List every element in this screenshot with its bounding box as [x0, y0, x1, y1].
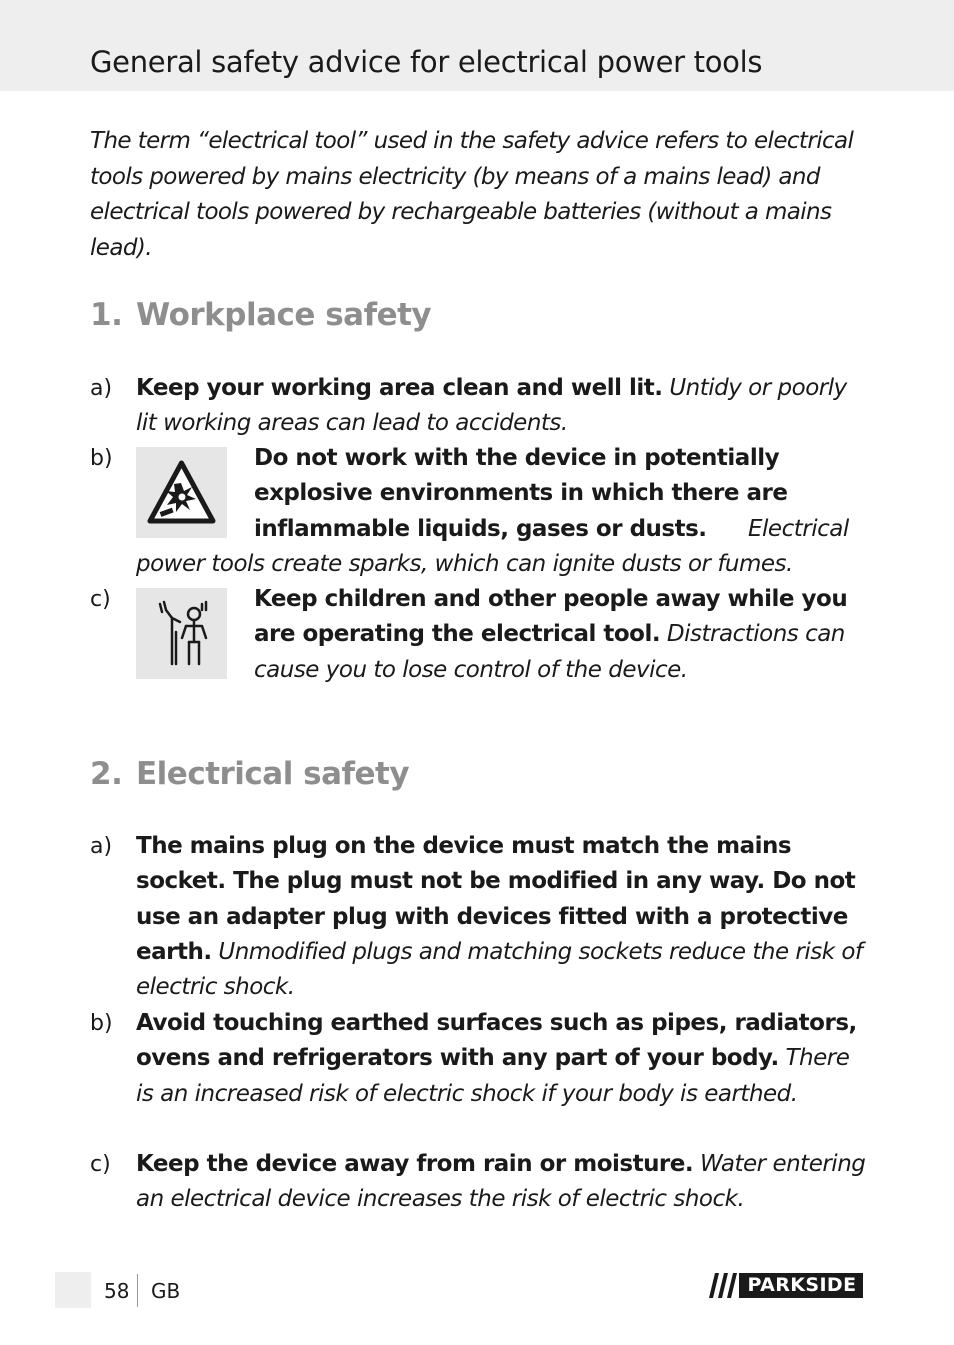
item-explanation-lead: Electrical [748, 516, 849, 542]
section-title: Electrical safety [136, 756, 410, 792]
item-letter: b) [90, 446, 113, 471]
item-explanation: Untidy or poorly lit working areas can lead to accidents. [136, 375, 847, 437]
section-title: Workplace safety [136, 297, 432, 333]
item-text [136, 829, 866, 1005]
item-letter: c) [90, 1152, 111, 1177]
item-letter: b) [90, 1011, 113, 1036]
item-text [254, 582, 866, 688]
section-number: 1. [90, 297, 123, 333]
brand-name: PARKSIDE [747, 1274, 857, 1296]
item-text [136, 1147, 866, 1218]
item-text [136, 371, 866, 442]
section-heading-workplace-safety [90, 295, 431, 335]
item-explanation: Water entering an electrical device increases the risk of electric shock. [136, 1151, 866, 1213]
item-explanation-rest: power tools create sparks, which can ignite dusts or fumes. [136, 551, 793, 577]
item-letter: a) [90, 834, 113, 859]
item-letter: c) [90, 587, 111, 612]
brand-stripes-icon [705, 1273, 739, 1298]
item-bold-text: Do not work with the device in potentially explosive environments in which there are inflammable liquids, gases or dusts. [254, 445, 788, 542]
item-text-continued [136, 512, 866, 547]
language-code: GB [151, 1279, 181, 1303]
footer-divider [137, 1274, 138, 1307]
keep-children-away-icon [136, 588, 227, 679]
intro-paragraph: The term “electrical tool” used in the safety advice refers to electrical tools powered by mains electricity (by means of a mains lead) and electrical tools powered by rechargeable batteries (without a mains lead). [90, 128, 854, 261]
section-number: 2. [90, 756, 123, 792]
parkside-logo [705, 1273, 863, 1298]
item-bold-text: The mains plug on the device must match the mains socket. The plug must not be modified in any way. Do not use an adapter plug with devices fitted with a protective earth. [136, 833, 856, 965]
section-heading-electrical-safety [90, 754, 409, 794]
item-explanation: There is an increased risk of electric shock if your body is earthed. [136, 1045, 850, 1107]
page-number: 58 [104, 1279, 130, 1303]
item-bold-text: Keep your working area clean and well lit. [136, 375, 663, 401]
item-text-continued [136, 547, 866, 582]
item-text [136, 1006, 866, 1112]
item-bold-text: Avoid touching earthed surfaces such as pipes, radiators, ovens and refrigerators with any part of your body. [136, 1010, 857, 1072]
item-explanation: Unmodified plugs and matching sockets reduce the risk of electric shock. [136, 938, 863, 1001]
page-title: General safety advice for electrical power tools [90, 45, 763, 79]
item-letter: a) [90, 376, 113, 401]
item-bold-text: Keep children and other people away while you are operating the electrical tool. [254, 586, 848, 648]
item-bold-text: Keep the device away from rain or moisture. [136, 1151, 694, 1177]
item-explanation: Distractions can cause you to lose control of the device. [254, 621, 845, 683]
footer-tab-marker [55, 1272, 91, 1308]
